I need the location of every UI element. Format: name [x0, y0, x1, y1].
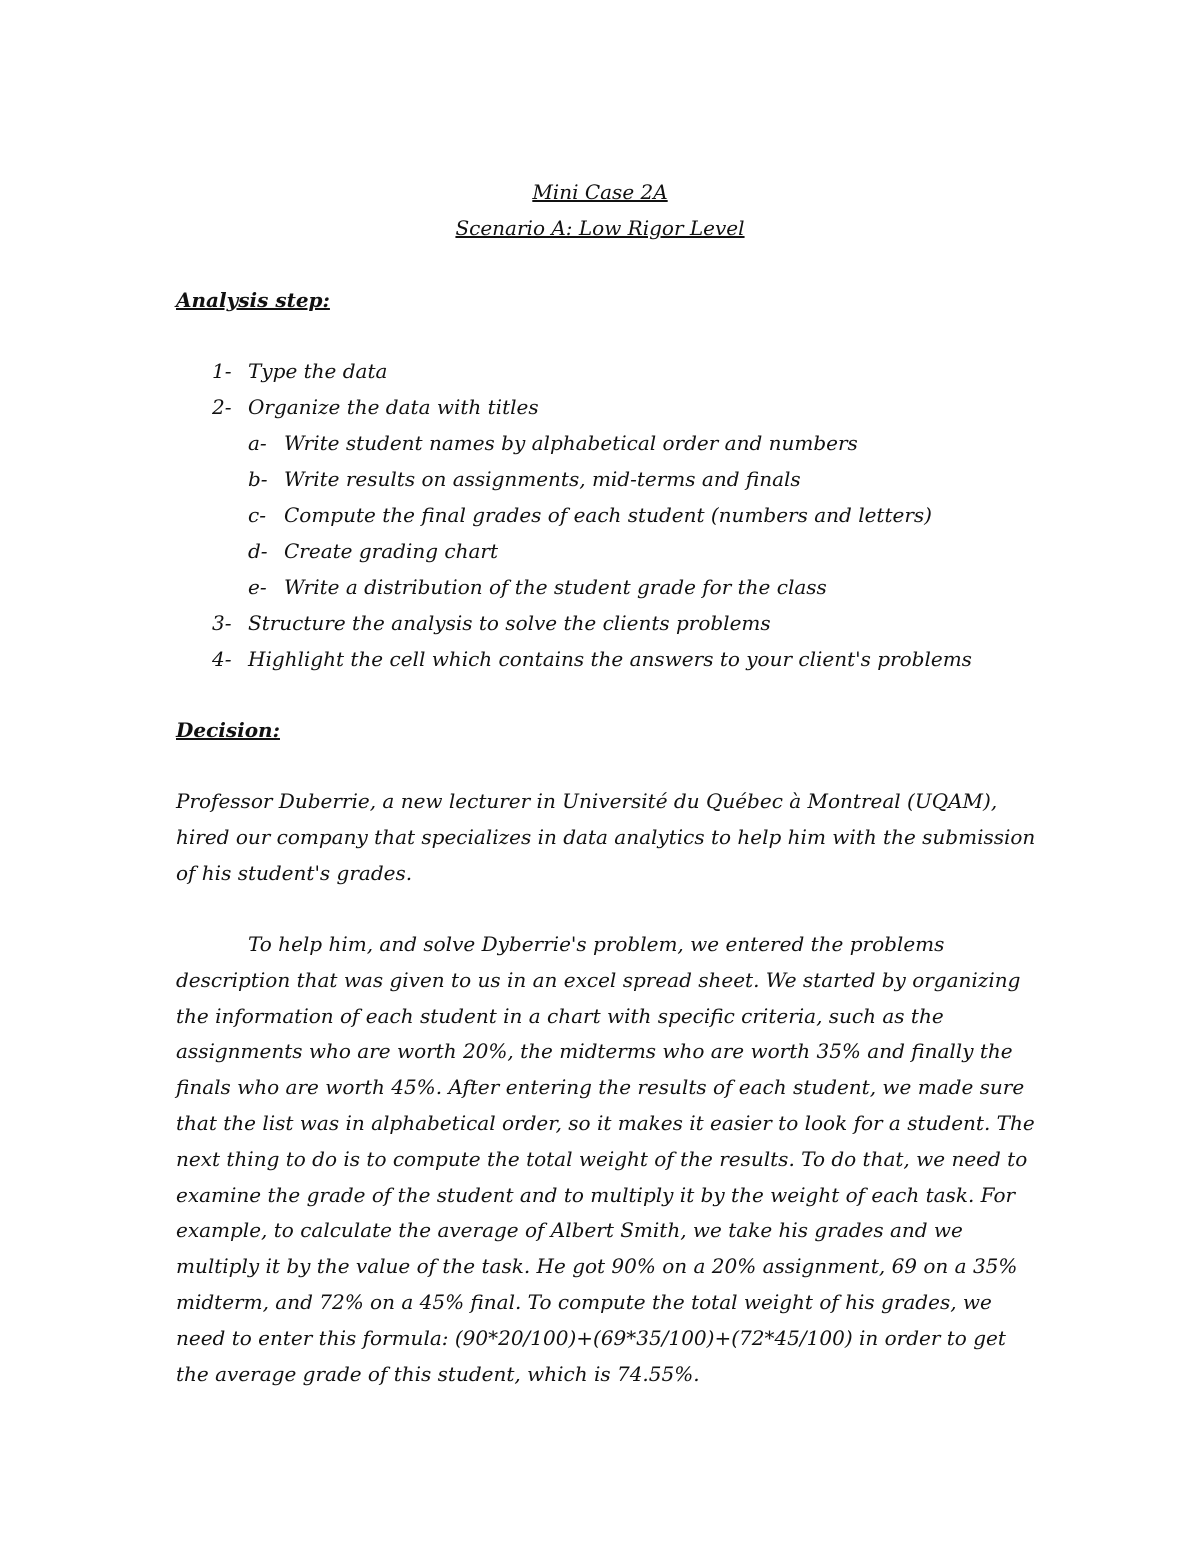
list-item-number: c-: [248, 503, 266, 527]
list-item-number: 3-: [212, 611, 232, 635]
list-item-number: 4-: [212, 647, 232, 671]
list-item-number: 2-: [212, 395, 232, 419]
list-item-number: e-: [248, 575, 267, 599]
decision-paragraph-1: Professor Duberrie, a new lecturer in Université du Québec à Montreal (UQAM), hired our company that specializes in data analytics to help him with the submission of his student's grades.: [176, 789, 1036, 885]
list-item-number: 1-: [212, 359, 232, 383]
list-item-text: Write a distribution of the student grade for the class: [284, 575, 827, 599]
list-item-number: b-: [248, 467, 268, 491]
list-item-text: Organize the data with titles: [248, 395, 539, 419]
list-item-number: a-: [248, 431, 267, 455]
list-item-text: Structure the analysis to solve the clients problems: [248, 611, 771, 635]
decision-heading: Decision:: [176, 718, 280, 742]
list-item-number: d-: [248, 539, 268, 563]
list-item-text: Highlight the cell which contains the answers to your client's problems: [248, 647, 972, 671]
analysis-heading: Analysis step:: [176, 288, 330, 312]
document-subtitle: Scenario A: Low Rigor Level: [455, 216, 745, 240]
list-item-text: Compute the final grades of each student (numbers and letters): [284, 503, 932, 527]
decision-paragraph-2: To help him, and solve Dyberrie's problem, we entered the problems description that was given to us in an excel spread sheet. We started by organizing the information of each student in a chart with specific criteria, such as the assignments who are worth 20%, the midterms who are worth 35% and finally the finals who are worth 45%. After entering the results of each student, we made sure that the list was in alphabetical order, so it makes it easier to look for a student. The next thing to do is to compute the total weight of the results. To do that, we need to examine the grade of the student and to multiply it by the weight of each task. For example, to calculate the average of Albert Smith, we take his grades and we multiply it by the value of the task. He got 90% on a 20% assignment, 69 on a 35% midterm, and 72% on a 45% final. To compute the total weight of his grades, we need to enter this formula: (90*20/100)+(69*35/100)+(72*45/100) in order to get the average grade of this student, which is 74.55%.: [176, 932, 1035, 1386]
list-item-text: Write student names by alphabetical order and numbers: [284, 431, 858, 455]
list-item-text: Type the data: [248, 359, 388, 383]
list-item-text: Write results on assignments, mid-terms and finals: [284, 467, 801, 491]
list-item-text: Create grading chart: [284, 539, 498, 563]
document-title: Mini Case 2A: [532, 180, 668, 204]
